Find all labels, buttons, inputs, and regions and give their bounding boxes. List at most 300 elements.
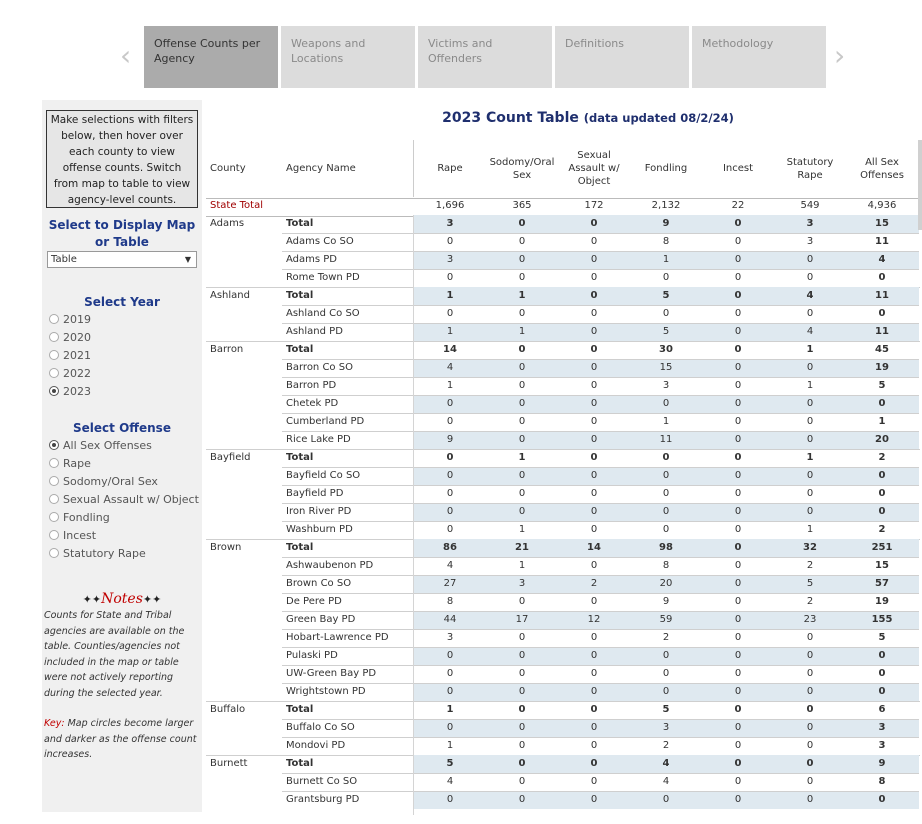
count-cell[interactable]: 0 [662,506,670,517]
count-cell[interactable]: 0 [878,650,886,661]
count-cell[interactable]: 2 [590,578,598,589]
count-cell[interactable]: 0 [518,344,526,355]
col-header-sodomy[interactable]: Sodomy/Oral Sex [489,156,555,181]
count-cell[interactable]: 0 [590,794,598,805]
agency-name[interactable]: Total [286,542,314,553]
count-cell[interactable]: 0 [518,380,526,391]
count-cell[interactable]: 0 [590,650,598,661]
count-cell[interactable]: 4 [446,776,454,787]
agency-name[interactable]: Mondovi PD [286,740,346,751]
count-cell[interactable]: 0 [518,398,526,409]
count-cell[interactable]: 2 [806,560,814,571]
agency-name[interactable]: Wrightstown PD [286,686,366,697]
count-cell[interactable]: 3 [806,236,814,247]
tab-offense-counts[interactable]: Offense Counts per Agency [144,26,278,88]
count-cell[interactable]: 0 [878,308,886,319]
count-cell[interactable]: 0 [590,686,598,697]
count-cell[interactable]: 86 [443,542,457,553]
count-cell[interactable]: 0 [878,272,886,283]
count-cell[interactable]: 0 [590,398,598,409]
count-cell[interactable]: 0 [590,416,598,427]
count-cell[interactable]: 0 [806,632,814,643]
count-cell[interactable]: 0 [734,290,742,301]
agency-name[interactable]: Barron PD [286,380,337,391]
count-cell[interactable]: 0 [446,650,454,661]
count-cell[interactable]: 5 [446,758,454,769]
count-cell[interactable]: 3 [878,740,886,751]
count-cell[interactable]: 0 [734,758,742,769]
offense-option-statutory[interactable] [49,546,146,562]
agency-name[interactable]: Rice Lake PD [286,434,351,445]
count-cell[interactable]: 1 [446,290,454,301]
count-cell[interactable]: 0 [878,794,886,805]
table-title [206,110,922,126]
year-option-2023[interactable] [49,384,91,400]
agency-name[interactable]: Total [286,218,314,229]
count-cell[interactable]: 0 [662,686,670,697]
count-cell[interactable]: 20 [875,434,889,445]
count-cell[interactable]: 4 [662,776,670,787]
count-cell[interactable]: 0 [662,488,670,499]
col-header-all[interactable]: All Sex Offenses [860,156,904,181]
count-cell[interactable]: 0 [806,308,814,319]
count-cell[interactable]: 0 [590,434,598,445]
count-cell[interactable]: 1 [446,740,454,751]
count-cell[interactable]: 0 [662,308,670,319]
count-cell[interactable]: 5 [806,578,814,589]
count-cell[interactable]: 0 [518,488,526,499]
count-cell[interactable]: 8 [662,236,670,247]
count-cell[interactable]: 5 [878,380,886,391]
agency-name[interactable]: Adams Co SO [286,236,354,247]
agency-name[interactable]: Total [286,344,314,355]
count-cell[interactable]: 8 [446,596,454,607]
count-cell[interactable]: 0 [734,308,742,319]
count-cell[interactable]: 9 [662,218,670,229]
count-cell[interactable]: 0 [446,524,454,535]
prev-arrow-icon[interactable]: ‹ [120,39,132,72]
count-cell[interactable]: 1 [806,380,814,391]
count-cell[interactable]: 0 [446,308,454,319]
count-cell[interactable]: 0 [518,596,526,607]
count-cell[interactable]: 0 [734,362,742,373]
count-cell[interactable]: 0 [734,272,742,283]
agency-name[interactable]: Total [286,452,314,463]
count-cell[interactable]: 0 [662,452,670,463]
count-cell[interactable]: 0 [806,722,814,733]
agency-name[interactable]: Total [286,290,314,301]
count-cell[interactable]: 0 [734,344,742,355]
count-cell[interactable]: 11 [875,236,889,247]
count-cell[interactable]: 98 [659,542,673,553]
count-cell[interactable]: 0 [518,254,526,265]
count-cell[interactable]: 0 [734,668,742,679]
count-cell[interactable]: 11 [875,290,889,301]
offense-option-rape[interactable] [49,456,91,472]
count-cell[interactable]: 0 [734,776,742,787]
count-cell[interactable]: 0 [518,506,526,517]
count-cell[interactable]: 45 [875,344,889,355]
count-cell[interactable]: 0 [806,398,814,409]
count-cell[interactable]: 0 [590,740,598,751]
next-arrow-icon[interactable]: › [834,39,846,72]
count-cell[interactable]: 8 [662,560,670,571]
count-cell[interactable]: 4 [878,254,886,265]
count-cell[interactable]: 155 [871,614,893,625]
count-cell[interactable]: 3 [662,722,670,733]
agency-name[interactable]: Chetek PD [286,398,339,409]
agency-name[interactable]: Green Bay PD [286,614,356,625]
count-cell[interactable]: 0 [518,218,526,229]
count-cell[interactable]: 0 [590,308,598,319]
offense-option-fondling[interactable] [49,510,110,526]
count-cell[interactable]: 3 [446,632,454,643]
count-cell[interactable]: 0 [590,218,598,229]
count-cell[interactable]: 0 [806,668,814,679]
count-cell[interactable]: 0 [590,524,598,535]
agency-name[interactable]: Rome Town PD [286,272,360,283]
count-cell[interactable]: 3 [878,722,886,733]
count-cell[interactable]: 0 [734,578,742,589]
count-cell[interactable]: 1 [806,344,814,355]
count-cell[interactable]: 251 [871,542,893,553]
count-cell[interactable]: 1 [518,326,526,337]
count-cell[interactable]: 0 [878,470,886,481]
count-cell[interactable]: 0 [734,614,742,625]
scrollbar[interactable] [918,140,922,230]
count-cell[interactable]: 11 [659,434,673,445]
offense-option-all[interactable] [49,438,152,454]
count-cell[interactable]: 5 [662,290,670,301]
agency-name[interactable]: Iron River PD [286,506,352,517]
count-cell[interactable]: 20 [659,578,673,589]
count-cell[interactable]: 15 [659,362,673,373]
count-cell[interactable]: 0 [518,722,526,733]
agency-name[interactable]: Washburn PD [286,524,353,535]
count-cell[interactable]: 2 [662,740,670,751]
count-cell[interactable]: 1 [662,416,670,427]
count-cell[interactable]: 0 [590,632,598,643]
agency-name[interactable]: Barron Co SO [286,362,353,373]
year-option-2019[interactable] [49,312,91,328]
count-cell[interactable]: 0 [734,488,742,499]
radio-icon [49,314,59,324]
agency-name[interactable]: Adams PD [286,254,338,265]
count-cell[interactable]: 0 [878,506,886,517]
count-cell[interactable]: 9 [662,596,670,607]
agency-name[interactable]: Grantsburg PD [286,794,360,805]
count-cell[interactable]: 0 [590,506,598,517]
agency-name[interactable]: Pulaski PD [286,650,338,661]
agency-name[interactable]: Burnett Co SO [286,776,358,787]
count-cell[interactable]: 0 [806,362,814,373]
count-cell[interactable]: 0 [734,542,742,553]
count-cell[interactable]: 2 [878,524,886,535]
count-cell[interactable]: 3 [518,578,526,589]
count-cell[interactable]: 0 [734,434,742,445]
count-cell[interactable]: 0 [878,488,886,499]
count-cell[interactable]: 23 [803,614,817,625]
col-header-statutory[interactable]: Statutory Rape [786,156,834,181]
count-cell[interactable]: 0 [590,272,598,283]
count-cell[interactable]: 5 [662,704,670,715]
count-cell[interactable]: 1 [446,326,454,337]
year-option-2022[interactable] [49,366,91,382]
count-cell[interactable]: 0 [806,650,814,661]
count-cell[interactable]: 0 [446,236,454,247]
count-cell[interactable]: 9 [446,434,454,445]
tab-victims-offenders[interactable]: Victims and Offenders [418,26,552,88]
count-cell[interactable]: 0 [806,470,814,481]
year-option-2021[interactable] [49,348,91,364]
count-cell[interactable]: 0 [734,398,742,409]
count-cell[interactable]: 4 [806,326,814,337]
count-cell[interactable]: 0 [734,326,742,337]
agency-name[interactable]: Total [286,704,314,715]
count-cell[interactable]: 21 [515,542,529,553]
count-cell[interactable]: 3 [806,218,814,229]
count-cell[interactable]: 0 [590,488,598,499]
count-cell[interactable]: 0 [518,686,526,697]
count-cell[interactable]: 1 [446,380,454,391]
count-cell[interactable]: 0 [734,596,742,607]
count-cell[interactable]: 0 [806,740,814,751]
count-cell[interactable]: 0 [734,560,742,571]
agency-name[interactable]: Ashland Co SO [286,308,360,319]
col-header-fondling[interactable]: Fondling [644,163,688,174]
agency-name[interactable]: UW-Green Bay PD [286,668,377,679]
count-cell[interactable]: 0 [806,686,814,697]
count-cell[interactable]: 0 [734,218,742,229]
count-cell[interactable]: 0 [734,254,742,265]
count-cell[interactable]: 2 [662,632,670,643]
count-cell[interactable]: 0 [734,416,742,427]
count-cell[interactable]: 30 [659,344,673,355]
count-cell[interactable]: 32 [803,542,817,553]
count-cell[interactable]: 0 [590,776,598,787]
count-cell[interactable]: 0 [878,668,886,679]
count-cell[interactable]: 0 [518,632,526,643]
notes-heading [42,591,202,607]
col-header-county[interactable]: County [210,163,246,174]
count-cell[interactable]: 0 [518,236,526,247]
count-cell[interactable]: 27 [443,578,457,589]
count-cell[interactable]: 0 [734,794,742,805]
count-cell[interactable]: 1 [806,452,814,463]
col-header-rape[interactable]: Rape [437,163,463,174]
count-cell[interactable]: 0 [518,776,526,787]
count-cell[interactable]: 0 [518,362,526,373]
count-cell[interactable]: 0 [806,506,814,517]
agency-name[interactable]: Cumberland PD [286,416,365,427]
count-cell[interactable]: 0 [734,506,742,517]
count-cell[interactable]: 0 [518,308,526,319]
count-cell[interactable]: 0 [590,254,598,265]
count-cell[interactable]: 0 [662,668,670,679]
count-cell[interactable]: 0 [518,668,526,679]
count-cell[interactable]: 19 [875,362,889,373]
offense-option-sodomy[interactable] [49,474,158,490]
count-cell[interactable]: 0 [518,650,526,661]
count-cell[interactable]: 0 [590,380,598,391]
count-cell[interactable]: 0 [518,704,526,715]
count-cell[interactable]: 0 [734,650,742,661]
offense-option-sexual-assault[interactable] [49,492,199,508]
count-cell[interactable]: 0 [734,380,742,391]
count-cell[interactable]: 1 [446,704,454,715]
count-cell[interactable]: 0 [806,758,814,769]
count-cell[interactable]: 15 [875,560,889,571]
count-cell[interactable]: 0 [590,344,598,355]
count-cell[interactable]: 6 [878,704,886,715]
count-cell[interactable]: 57 [875,578,889,589]
count-cell[interactable]: 0 [806,434,814,445]
count-cell[interactable]: 0 [806,416,814,427]
count-cell[interactable]: 0 [446,722,454,733]
display-dropdown[interactable] [47,251,197,268]
count-cell[interactable]: 0 [734,632,742,643]
count-cell[interactable]: 0 [662,794,670,805]
count-cell[interactable]: 4 [806,290,814,301]
count-cell[interactable]: 0 [590,758,598,769]
count-cell[interactable]: 0 [446,506,454,517]
count-cell[interactable]: 0 [590,704,598,715]
count-cell[interactable]: 0 [446,488,454,499]
col-header-incest[interactable]: Incest [722,163,754,174]
count-cell[interactable]: 1 [518,524,526,535]
count-cell[interactable]: 0 [734,524,742,535]
radio-icon [49,494,59,504]
count-cell[interactable]: 0 [590,560,598,571]
count-cell[interactable]: 0 [662,470,670,481]
count-cell[interactable]: 17 [515,614,529,625]
count-cell[interactable]: 0 [734,704,742,715]
agency-name[interactable]: Ashwaubenon PD [286,560,374,571]
agency-name[interactable]: Ashland PD [286,326,343,337]
count-cell[interactable]: 2 [878,452,886,463]
agency-name[interactable]: Hobart-Lawrence PD [286,632,389,643]
count-cell[interactable]: 0 [446,416,454,427]
count-cell[interactable]: 0 [806,704,814,715]
count-cell[interactable]: 14 [443,344,457,355]
col-header-agency[interactable]: Agency Name [286,163,356,174]
count-cell[interactable]: 0 [878,398,886,409]
count-cell[interactable]: 0 [590,470,598,481]
count-cell[interactable]: 19 [875,596,889,607]
count-cell[interactable]: 0 [590,236,598,247]
count-cell[interactable]: 8 [878,776,886,787]
count-cell[interactable]: 0 [446,452,454,463]
agency-name[interactable]: Bayfield Co SO [286,470,361,481]
count-cell[interactable]: 0 [662,272,670,283]
count-cell[interactable]: 0 [590,290,598,301]
count-cell[interactable]: 3 [446,254,454,265]
count-cell[interactable]: 1 [518,560,526,571]
count-cell[interactable]: 0 [518,434,526,445]
count-cell[interactable]: 0 [590,668,598,679]
count-cell[interactable]: 14 [587,542,601,553]
tab-methodology[interactable]: Methodology [692,26,826,88]
count-cell[interactable]: 0 [590,362,598,373]
count-cell[interactable]: 5 [662,326,670,337]
count-cell[interactable]: 0 [662,524,670,535]
count-cell[interactable]: 9 [878,758,886,769]
count-cell[interactable]: 0 [590,452,598,463]
agency-name[interactable]: Brown Co SO [286,578,352,589]
tab-definitions[interactable]: Definitions [555,26,689,88]
count-cell[interactable]: 0 [518,794,526,805]
count-cell[interactable]: 0 [446,470,454,481]
offense-option-label: Statutory Rape [63,547,146,560]
state-total-value: 365 [512,200,532,211]
count-cell[interactable]: 0 [662,650,670,661]
count-cell[interactable]: 0 [734,722,742,733]
count-cell[interactable]: 3 [662,380,670,391]
count-cell[interactable]: 0 [518,740,526,751]
count-cell[interactable]: 0 [446,794,454,805]
count-cell[interactable]: 0 [878,686,886,697]
count-cell[interactable]: 0 [734,470,742,481]
count-cell[interactable]: 0 [518,272,526,283]
col-header-sexual-assault[interactable]: Sexual Assault w/ Object [568,150,620,187]
count-cell[interactable]: 44 [443,614,457,625]
count-cell[interactable]: 0 [446,398,454,409]
count-cell[interactable]: 1 [518,452,526,463]
count-cell[interactable]: 0 [806,272,814,283]
count-cell[interactable]: 0 [734,740,742,751]
count-cell[interactable]: 0 [806,254,814,265]
count-cell[interactable]: 0 [518,758,526,769]
count-cell[interactable]: 0 [590,326,598,337]
count-cell[interactable]: 15 [875,218,889,229]
agency-name[interactable]: Bayfield PD [286,488,344,499]
count-cell[interactable]: 5 [878,632,886,643]
count-cell[interactable]: 59 [659,614,673,625]
count-cell[interactable]: 0 [662,398,670,409]
count-cell[interactable]: 0 [806,776,814,787]
agency-name[interactable]: Buffalo Co SO [286,722,355,733]
count-cell[interactable]: 0 [590,596,598,607]
count-cell[interactable]: 0 [734,686,742,697]
count-cell[interactable]: 1 [806,524,814,535]
agency-name[interactable]: De Pere PD [286,596,342,607]
count-cell[interactable]: 4 [446,362,454,373]
count-cell[interactable]: 0 [518,416,526,427]
year-option-2020[interactable] [49,330,91,346]
count-cell[interactable]: 1 [662,254,670,265]
count-cell[interactable]: 1 [518,290,526,301]
count-cell[interactable]: 0 [734,236,742,247]
count-cell[interactable]: 2 [806,596,814,607]
count-cell[interactable]: 0 [806,488,814,499]
agency-name[interactable]: Total [286,758,314,769]
count-cell[interactable]: 4 [662,758,670,769]
count-cell[interactable]: 0 [590,722,598,733]
count-cell[interactable]: 0 [806,794,814,805]
count-cell[interactable]: 0 [518,470,526,481]
count-cell[interactable]: 0 [734,452,742,463]
count-cell[interactable]: 3 [446,218,454,229]
offense-option-incest[interactable] [49,528,96,544]
count-cell[interactable]: 0 [446,272,454,283]
tab-weapons-locations[interactable]: Weapons and Locations [281,26,415,88]
count-cell[interactable]: 4 [446,560,454,571]
count-cell[interactable]: 0 [446,668,454,679]
count-cell[interactable]: 12 [587,614,601,625]
count-cell[interactable]: 11 [875,326,889,337]
count-cell[interactable]: 1 [878,416,886,427]
count-cell[interactable]: 0 [446,686,454,697]
